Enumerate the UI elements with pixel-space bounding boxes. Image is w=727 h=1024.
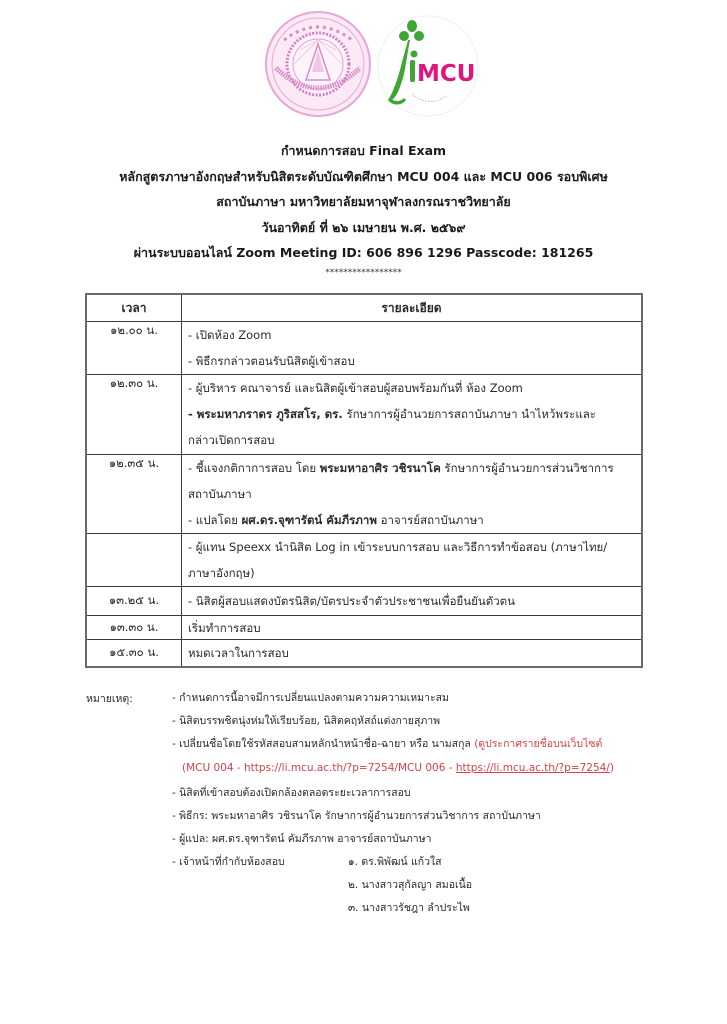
table-row xyxy=(86,455,642,534)
note-item: - กำหนดการนี้อาจมีการเปลี่ยนแปลงตามความความเหมาะสม xyxy=(172,692,449,704)
detail-line xyxy=(188,427,635,453)
table-row xyxy=(86,587,642,616)
note-item-rename xyxy=(172,736,602,752)
table-row xyxy=(86,534,642,587)
detail-line xyxy=(188,322,635,348)
detail-cell xyxy=(182,534,643,587)
table-header-row xyxy=(86,294,642,322)
table-row xyxy=(86,322,642,375)
detail-cell xyxy=(182,322,643,375)
staff-member: ๓. นางสาวรัชฎา ลำประไพ xyxy=(348,902,470,914)
detail-text-post: รักษาการผู้อำนวยการส่วนวิชาการ xyxy=(440,461,614,475)
column-header-time: เวลา xyxy=(86,294,182,322)
schedule-table xyxy=(85,293,643,668)
limcu-institute-logo xyxy=(376,14,480,118)
notes-label: หมายเหตุ: xyxy=(86,693,133,705)
table-row xyxy=(86,375,642,455)
detail-cell xyxy=(182,455,643,534)
note-rename-text: - เปลี่ยนชื่อโดยใช้รหัสสอบสามหลักนำหน้าชื่อ-ฉายา หรือ นามสกุล xyxy=(172,738,475,750)
column-header-detail: รายละเอียด xyxy=(182,294,643,322)
detail-text-pre: - แปลโดย xyxy=(188,513,242,527)
detail-text-pre: สถาบันภาษา xyxy=(188,487,252,501)
note-item: - ผู้แปล: ผศ.ดร.จุฑารัตน์ คัมภีรภาพ อาจารย์สถาบันภาษา xyxy=(172,833,432,845)
note-item: - เจ้าหน้าที่กำกับห้องสอบ xyxy=(172,856,285,868)
note-item: - นิสิตบรรพชิตนุ่งห่มให้เรียบร้อย, นิสิตคฤหัสถ์แต่งกายสุภาพ xyxy=(172,715,441,727)
detail-text-pre: - นิสิตผู้สอบแสดงบัตรนิสิต/บัตรประจำตัวประชาชนเพื่อยืนยันตัวตน xyxy=(188,594,515,608)
detail-text-pre: - ผู้แทน Speexx นำนิสิต Log in เข้าระบบการสอบ และวิธีการทำข้อสอบ (ภาษาไทย/ xyxy=(188,540,608,554)
detail-line xyxy=(188,507,635,533)
detail-line xyxy=(188,560,635,586)
detail-text-bold: ผศ.ดร.จุฑารัตน์ คัมภีรภาพ xyxy=(241,513,377,527)
detail-line xyxy=(188,375,635,401)
detail-text-pre: - พิธีกรกล่าวตอนรับนิสิตผู้เข้าสอบ xyxy=(188,354,355,368)
table-row xyxy=(86,640,642,668)
detail-line xyxy=(188,618,635,638)
staff-member: ๑. ดร.พิพัฒน์ แก้วใส xyxy=(348,856,442,868)
detail-text-pre: เริ่มทำการสอบ xyxy=(188,620,261,635)
detail-text-bold: พระมหาอาศิร วชิรนาโค xyxy=(319,461,441,475)
university-seal-logo xyxy=(264,10,372,118)
detail-line xyxy=(188,591,635,611)
detail-cell xyxy=(182,587,643,616)
detail-line xyxy=(188,348,635,374)
detail-text-pre: หมดเวลาในการสอบ xyxy=(188,646,289,660)
detail-text-pre: กล่าวเปิดการสอบ xyxy=(188,433,275,447)
exam-title: กำหนดการสอบ Final Exam xyxy=(280,143,447,158)
time-cell: ๑๒.๐๐ น. xyxy=(86,322,182,375)
detail-text-post: รักษาการผู้อำนวยการสถาบันภาษา นำไหว้พระและ xyxy=(342,407,596,421)
detail-cell xyxy=(182,375,643,455)
program-title: หลักสูตรภาษาอังกฤษสำหรับนิสิตระดับบัณฑิตศึกษา MCU 004 และ MCU 006 รอบพิเศษ xyxy=(119,168,608,184)
time-cell: ๑๓.๒๕ น. xyxy=(86,587,182,616)
detail-line xyxy=(188,455,635,481)
staff-member: ๒. นางสาวสุกัลญา สมอเนื้อ xyxy=(348,879,473,891)
detail-text-pre: - ผู้บริหาร คณาจารย์ และนิสิตผู้เข้าสอบผู้สอบพร้อมกันที่ ห้อง Zoom xyxy=(188,381,523,395)
note-rename-red-text: (ดูประกาศรายชื่อบนเว็บไซต์ xyxy=(474,738,603,750)
detail-text-pre: ภาษาอังกฤษ) xyxy=(188,566,255,580)
time-cell: ๑๕.๓๐ น. xyxy=(86,640,182,668)
detail-line xyxy=(188,534,635,560)
note-item: - พิธีกร: พระมหาอาศิร วชิรนาโค รักษาการผู้อำนวยการส่วนวิชาการ สถาบันภาษา xyxy=(172,810,541,822)
detail-text-post: อาจารย์สถาบันภาษา xyxy=(376,513,484,527)
detail-line xyxy=(188,401,635,427)
detail-text-pre: - เปิดห้อง Zoom xyxy=(188,328,272,342)
table-row xyxy=(86,616,642,640)
svg-text:MCU: MCU xyxy=(417,61,476,87)
time-cell: ๑๒.๓๕ น. xyxy=(86,455,182,534)
detail-cell xyxy=(182,616,643,640)
link-line-suffix: ) xyxy=(609,762,614,774)
exam-date: วันอาทิตย์ ที่ ๒๖ เมษายน พ.ศ. ๒๕๖๙ xyxy=(261,219,466,235)
separator: ***************** xyxy=(325,267,402,278)
detail-text-pre: - ชี้แจงกติกาการสอบ โดย xyxy=(188,461,320,475)
logo-area xyxy=(0,0,727,125)
document-header xyxy=(0,138,727,280)
detail-line xyxy=(188,481,635,507)
detail-text-bold: - พระมหาภราดร ภูริสสโร, ดร. xyxy=(188,407,343,421)
detail-line xyxy=(188,643,635,663)
note-links-line xyxy=(182,760,614,776)
note-item: - นิสิตที่เข้าสอบต้องเปิดกล้องตลอดระยะเวลาการสอบ xyxy=(172,787,411,799)
time-cell: ๑๒.๓๐ น. xyxy=(86,375,182,455)
link-line-prefix: (MCU 004 - https://li.mcu.ac.th/?p=7254/MCU 006 - xyxy=(182,762,456,774)
mcu-006-link[interactable]: https://li.mcu.ac.th/?p=7254/ xyxy=(455,762,610,774)
time-cell xyxy=(86,534,182,587)
time-cell: ๑๓.๓๐ น. xyxy=(86,616,182,640)
zoom-meeting-info: ผ่านระบบออนไลน์ Zoom Meeting ID: 606 896 1296 Passcode: 181265 xyxy=(133,245,594,260)
institute-name: สถาบันภาษา มหาวิทยาลัยมหาจุฬาลงกรณราชวิทยาลัย xyxy=(216,194,511,209)
detail-cell xyxy=(182,640,643,668)
